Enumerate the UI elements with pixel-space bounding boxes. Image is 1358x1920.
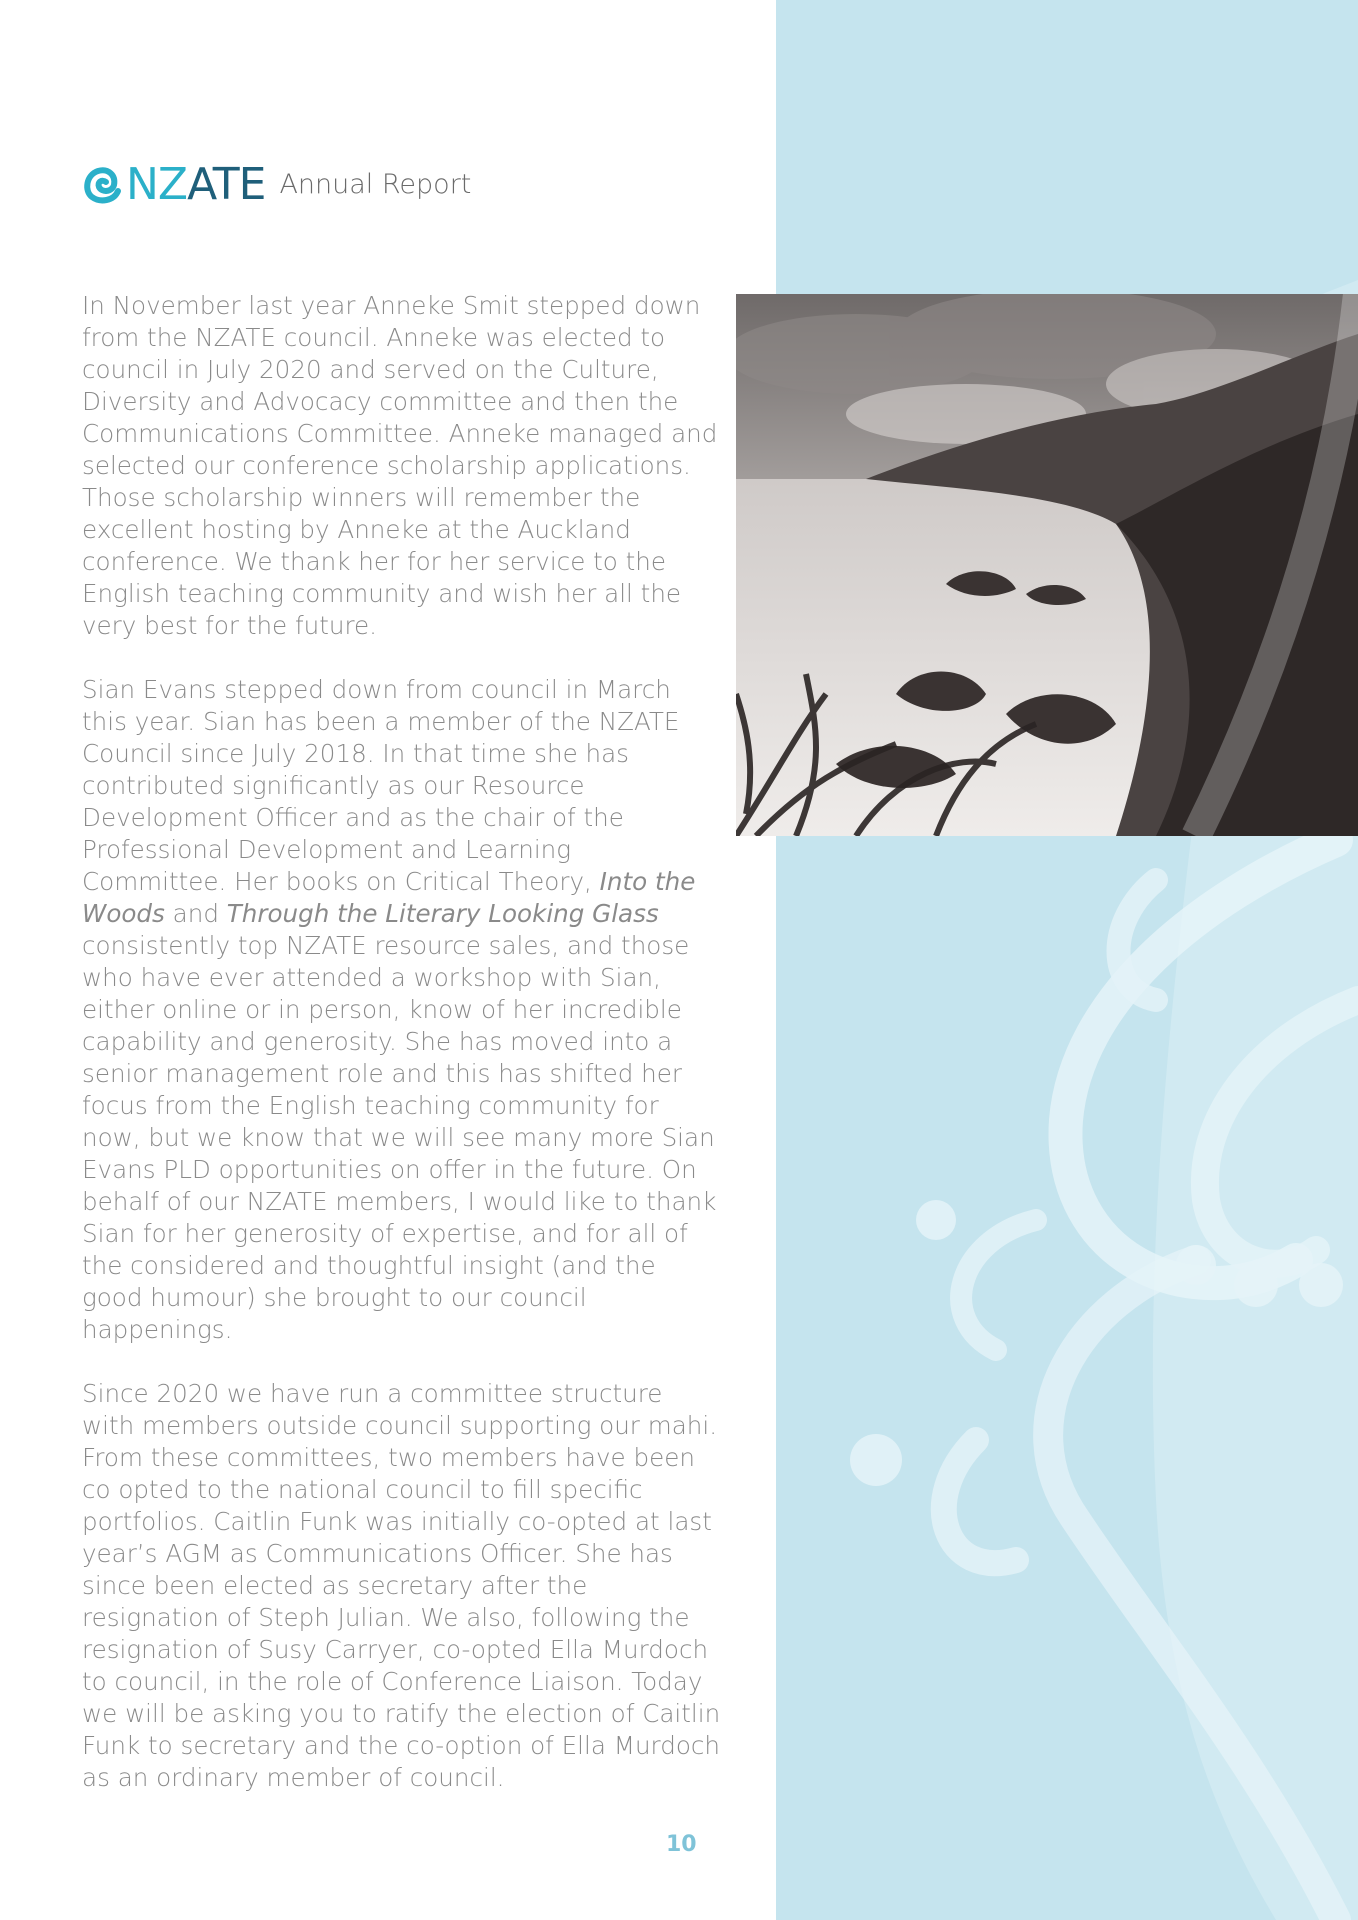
paragraph-sian [82, 674, 722, 1346]
logo-text [126, 160, 265, 210]
paragraph-sian-part1: Sian Evans stepped down from council in March this year. Sian has been a member of the NZATE Council since July 2018. In that time she has contributed significantly as our Resource Development Officer and as the chair of the Professional Development and Learning Committee. Her books on Critical Theory, [82, 675, 680, 896]
paragraph-sian-and: and [164, 899, 227, 928]
coastal-rocks-photo [736, 294, 1358, 836]
logo-nz: NZ [126, 159, 188, 210]
koru-pattern-decoration [776, 0, 1358, 1920]
paragraph-sian-part2: consistently top NZATE resource sales, and those who have ever attended a workshop with Sian, either online or in person, know of her incredible capability and generosity. She has moved into a senior management role and this has shifted her focus from the English teaching community for now, but we know that we will see many more Sian Evans PLD opportunities on offer in the future. On behalf of our NZATE members, I would like to thank Sian for her generosity of expertise, and for all of the considered and thoughtful insight (and the good humour) she brought to our council happenings. [82, 931, 717, 1344]
paragraph-anneke: In November last year Anneke Smit stepped down from the NZATE council. Anneke was elected to council in July 2020 and served on the Culture, Diversity and Advocacy committee and then the Communications Committee. Anneke managed and selected our conference scholarship applications. Those scholarship winners will remember the excellent hosting by Anneke at the Auckland conference. We thank her for her service to the English teaching community and wish her all the very best for the future. [82, 291, 718, 640]
coastal-landscape-image [736, 294, 1358, 836]
book-title-into-the-woods: Into the Woods [82, 867, 696, 928]
article-body [82, 290, 722, 1826]
report-label: Annual Report [279, 169, 472, 200]
decorative-side-panel [776, 0, 1358, 1920]
paragraph-committees: Since 2020 we have run a committee structure with members outside council supporting our mahi. From these committees, two members have been co opted to the national council to fill specific portfolios. Caitlin Funk was initially co-opted at last year’s AGM as Communications Officer. She has since been elected as secretary after the resignation of Steph Julian. We also, following the resignation of Susy Carryer, co-opted Ella Murdoch to council, in the role of Conference Liaison. Today we will be asking you to ratify the election of Caitlin Funk to secretary and the co-option of Ella Murdoch as an ordinary member of council. [82, 1379, 721, 1792]
page-number: 10 [666, 1832, 697, 1857]
header [82, 160, 471, 210]
book-title-looking-glass: Through the Literary Looking Glass [226, 899, 659, 928]
logo-ate: ATE [187, 159, 266, 210]
koru-spiral-icon [82, 165, 122, 205]
nzate-logo [82, 160, 265, 210]
